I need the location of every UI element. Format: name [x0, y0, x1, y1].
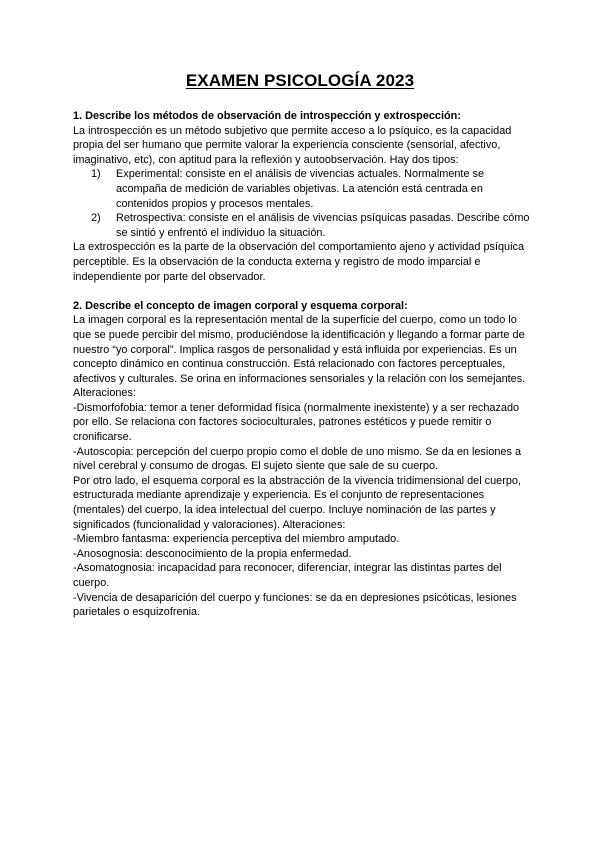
list-item [73, 211, 535, 240]
question-1-extrospection: La extrospección es la parte de la observación del comportamiento ajeno y actividad psíquica perceptible. Es la observación de la conducta externa y registro de modo imparcial e independiente por parte del observador. [73, 241, 525, 283]
section-body-image [73, 299, 535, 620]
list-item-number: 1) [91, 168, 101, 181]
body-image-definition: La imagen corporal es la representación mental de la superficie del cuerpo, como un todo lo que se puede percibir del mismo, produciéndose la identificación y llegando a formar parte de nuestro “yo corporal”. Implica rasgos de personalidad y está influida por experiencias. Es un concepto dinámico en continua construcción. Está relacionado con factores perceptuales, afectivos y culturales. Se orina en informaciones sensoriales y la relación con los semejantes. Alteraciones: [73, 314, 526, 400]
alteration-autoscopia: -Autoscopia: percepción del cuerpo propio como el doble de uno mismo. Se da en lesiones a nivel cerebral y consumo de drogas. El sujeto siente que sale de su cuerpo. [73, 445, 521, 473]
alteration-anosognosia: -Anosognosia: desconocimiento de la propia enfermedad. [73, 547, 352, 560]
section-spacer [73, 284, 535, 299]
question-2-heading: 2. Describe el concepto de imagen corporal y esquema corporal: [73, 299, 408, 312]
list-item-number: 2) [91, 212, 101, 225]
list-item-text: Experimental: consiste en el análisis de vivencias actuales. Normalmente se acompaña de medición de variables objetivas. La atención está centrada en contenidos propios y procesos mentales. [116, 168, 485, 210]
introspection-types-list [73, 167, 535, 240]
question-1-intro: La introspección es un método subjetivo que permite acceso a lo psíquico, es la capacidad propia del ser humano que permite valorar la experiencia consciente (sensorial, afectivo, imaginativo, etc), con aptitud para la reflexión y autoobservación. Hay dos tipos: [73, 124, 512, 166]
document-title: EXAMEN PSICOLOGÍA 2023 [185, 71, 415, 90]
list-item-text: Retrospectiva: consiste en el análisis de vivencias psíquicas pasadas. Describe cómo se sintió y enfrentó el individuo la situación. [116, 212, 530, 239]
alteration-vivencia-desaparicion: -Vivencia de desaparición del cuerpo y funciones: se da en depresiones psicóticas, lesiones parietales o esquizofrenia. [73, 591, 517, 619]
alteration-miembro-fantasma: -Miembro fantasma: experiencia perceptiva del miembro amputado. [73, 533, 400, 546]
alteration-dismorfofobia: -Dismorfofobia: temor a tener deformidad física (normalmente inexistente) y a ser rechazado por ello. Se relaciona con factores socioculturales, patrones estéticos y puede remitir o cronificarse. [73, 401, 520, 444]
section-introspection [73, 109, 535, 284]
document-body [73, 109, 535, 620]
body-schema-definition: Por otro lado, el esquema corporal es la abstracción de la vivencia tridimensional del cuerpo, estructurada mediante aprendizaje y experiencia. Es el conjunto de representaciones (mentales) del cuerpo, la idea intelectual del cuerpo. Incluye nominación de las partes y significados (funcionalidad y valoraciones). Alteraciones: [73, 474, 521, 531]
question-1-heading: 1. Describe los métodos de observación de introspección y extrospección: [73, 110, 461, 122]
list-item [73, 167, 535, 211]
alteration-asomatognosia: -Asomatognosia: incapacidad para reconocer, diferenciar, integrar las distintas partes del cuerpo. [73, 562, 502, 589]
